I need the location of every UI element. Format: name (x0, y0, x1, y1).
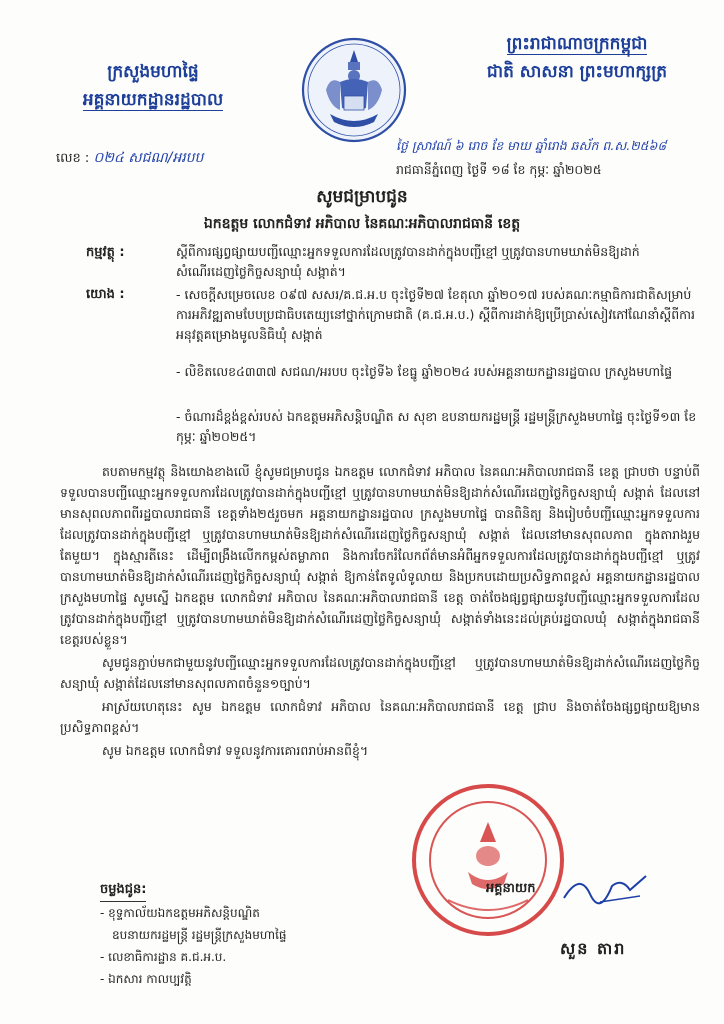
signature-icon (560, 868, 650, 908)
royal-arms-icon (300, 36, 408, 144)
national-motto: ជាតិ សាសនា ព្រះមហាក្សត្រ (486, 62, 668, 82)
references-label: យោង : (86, 287, 125, 302)
notice-title: សូមជម្រាបជូន (316, 187, 408, 207)
document-date (396, 134, 696, 182)
ministry-name: ក្រសួងមហាផ្ទៃ (107, 62, 199, 82)
department-name: អគ្គនាយកដ្ឋានរដ្ឋបាល (82, 90, 224, 110)
cc-label: ចម្លងជូន: (100, 879, 146, 902)
subject-label: កម្មវត្ថុ : (86, 245, 125, 260)
reference-item: - សេចក្តីសម្រេចលេខ ០៩៧ សសរ/គ.ជ.អ.ប ចុះថ្ងៃទី២៧ ខែតុលា ឆ្នាំ២០១៧ របស់គណៈកម្មាធិការជាតិសម្រាប់ការអភិវឌ្ឍតាមបែបប្រជាធិបតេយ្យនៅថ្នាក់ក្រោមជាតិ (គ.ជ.អ.ប.) ស្តីពីការដាក់ឱ្យប្រើប្រាស់សៀវភៅណែនាំស្តីពីការអនុវត្តគម្រោងមូលនិធិឃុំ សង្កាត់ (176, 287, 696, 342)
subject-text: ស្តីពីការផ្សព្វផ្សាយបញ្ជីឈ្មោះអ្នកទទួលការដែលត្រូវបានដាក់ក្នុងបញ្ជីខ្មៅ ឬត្រូវបានហាមឃាត់មិនឱ្យដាក់សំណើរដេញថ្លៃកិច្ចសន្យាឃុំ សង្កាត់។ (176, 244, 640, 279)
signature-title: អគ្គនាយក (486, 881, 536, 896)
body-paragraph: សូម ឯកឧត្តម លោកជំទាវ ទទួលនូវការគោរពរាប់អានពីខ្ញុំ។ (102, 743, 369, 758)
cc-list (100, 878, 400, 990)
letter-body (60, 461, 700, 763)
body-paragraph: អាស្រ័យហេតុនេះ សូម ឯកឧត្តម លោកជំទាវ អភិបាល នៃគណៈអភិបាលរាជធានី ខេត្ត ជ្រាប និងចាត់ចែងផ្សព្វផ្សាយឱ្យមានប្រសិទ្ធភាពខ្ពស់។ (60, 699, 700, 735)
ministry-header (58, 58, 248, 114)
kingdom-name: ព្រះរាជាណាចក្រកម្ពុជា (506, 34, 648, 54)
cc-item: - ឯកសារ កាលប្បវត្តិ (100, 972, 192, 986)
body-paragraph: សូមជូនភ្ជាប់មកជាមួយនូវបញ្ជីឈ្មោះអ្នកទទួលការដែលត្រូវបានដាក់ក្នុងបញ្ជីខ្មៅ ឬត្រូវបានហាមឃាត់មិនឱ្យដាក់សំណើរដេញថ្លៃកិច្ចសន្យាឃុំ សង្កាត់ដែលនៅមានសុពលភាពចំនួន១ច្បាប់។ (60, 655, 700, 691)
kingdom-header (472, 30, 682, 86)
reference-label: លេខ : (56, 151, 90, 166)
reference-value: ០២៤ សជណ/អរបប (93, 150, 204, 166)
cc-item: - ខុទ្ទកាល័យឯកឧត្តមអភិសន្តិបណ្ឌិត (100, 906, 260, 920)
solar-date: រាជធានីភ្នំពេញ ថ្ងៃទី ១៨ ខែ កុម្ភៈ ឆ្នាំ២០២៥ (396, 162, 602, 177)
lunar-date: ថ្ងៃ ស្រាវណ៍ ៦ រោច ខែ មាឃ ឆ្នាំរោង ឆស័ក ព.ស.២៥៦៨ (396, 138, 667, 153)
reference-item: - លិខិតលេខ៤៣៣៧ សជណ/អរបប ចុះថ្ងៃទី៦ ខែធ្នូ ឆ្នាំ២០២៤ របស់អគ្គនាយកដ្ឋានរដ្ឋបាល ក្រសួងមហាផ្ទៃ (176, 364, 673, 379)
addressee: ឯកឧត្តម លោកជំទាវ អភិបាល នៃគណៈអភិបាលរាជធានី ខេត្ត (203, 216, 521, 232)
cc-item: - លេខាធិការដ្ឋាន គ.ជ.អ.ប. (100, 950, 227, 964)
signatory-name: សួន តារា (560, 939, 627, 958)
cc-item: ឧបនាយករដ្ឋមន្ត្រី រដ្ឋមន្ត្រីក្រសួងមហាផ្ទៃ (112, 928, 287, 942)
body-paragraph: តបតាមកម្មវត្ថុ និងយោងខាងលើ ខ្ញុំសូមជម្រាបជូន ឯកឧត្តម លោកជំទាវ អភិបាល នៃគណៈអភិបាលរាជធានី ខេត្ត ជ្រាបថា បន្ទាប់ពីទទួលបានបញ្ជីឈ្មោះអ្នកទទួលការដែលត្រូវបានដាក់ក្នុងបញ្ជីខ្មៅ ឬត្រូវបានហាមឃាត់មិនឱ្យដាក់សំណើរដេញថ្លៃកិច្ចសន្យាឃុំ សង្កាត់ ដែលនៅមានសុពលភាពពីរដ្ឋបាលរាជធានី ខេត្តទាំង២៥រួចមក អគ្គនាយកដ្ឋានរដ្ឋបាល ក្រសួងមហាផ្ទៃ បានពិនិត្យ និងរៀបចំបញ្ជីឈ្មោះអ្នកទទួលការដែលត្រូវបានដាក់ក្នុងបញ្ជីខ្មៅ ឬត្រូវបានហាមឃាត់មិនឱ្យដាក់សំណើរដេញថ្លៃកិច្ចសន្យាឃុំ សង្កាត់ ដែលនៅមានសុពលភាព ក្នុងតារាងរួមតែមួយ។ ក្នុងស្មារតីនេះ ដើម្បីពង្រឹងលើកកម្ពស់តម្លាភាព និងការចែករំលែកព័ត៌មានអំពីអ្នកទទួលការដែលត្រូវបានដាក់ក្នុងបញ្ជីខ្មៅ ឬត្រូវបានហាមឃាត់មិនឱ្យដាក់សំណើរដេញថ្លៃកិច្ចសន្យាឃុំ សង្កាត់ ឱ្យកាន់តែទូលំទូលាយ និងប្រកបដោយប្រសិទ្ធភាពខ្ពស់ អគ្គនាយកដ្ឋានរដ្ឋបាល ក្រសួងមហាផ្ទៃ សូមស្នើ ឯកឧត្តម លោកជំទាវ អភិបាល នៃគណៈអភិបាលរាជធានី ខេត្ត ចាត់ចែងផ្សព្វផ្សាយនូវបញ្ជីឈ្មោះអ្នកទទួលការដែលត្រូវបានដាក់ក្នុងបញ្ជីខ្មៅ ឬត្រូវបានហាមឃាត់មិនឱ្យដាក់សំណើរដេញថ្លៃកិច្ចសន្យាឃុំ សង្កាត់ទាំងនេះដល់គ្រប់រដ្ឋបាលឃុំ សង្កាត់ក្នុងរាជធានី ខេត្តរបស់ខ្លួន។ (60, 464, 700, 647)
reference-item: - ចំណារដ៏ខ្ពង់ខ្ពស់របស់ ឯកឧត្តមអភិសន្តិបណ្ឌិត ស សុខា ឧបនាយករដ្ឋមន្ត្រី រដ្ឋមន្ត្រីក្រសួងមហាផ្ទៃ ចុះថ្ងៃទី១៣ ខែកុម្ភៈ ឆ្នាំ២០២៥។ (176, 409, 697, 444)
official-seal-icon (408, 780, 568, 940)
reference-number (56, 148, 203, 169)
